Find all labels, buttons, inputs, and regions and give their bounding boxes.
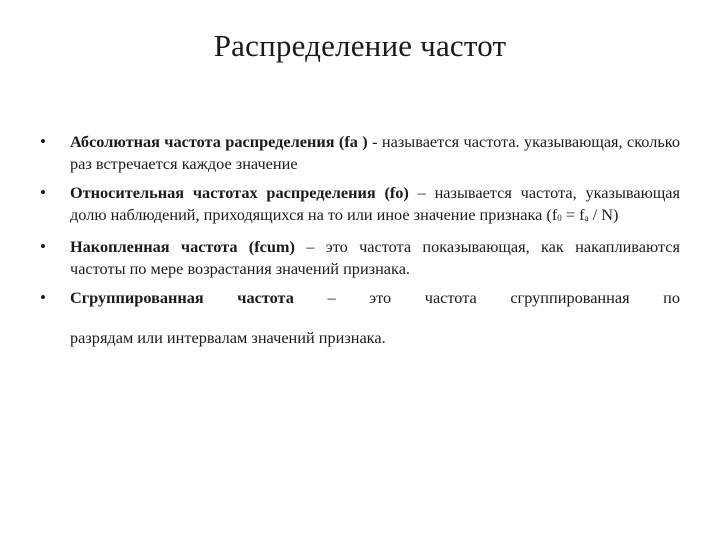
definition-cumulative-frequency: – это частота показывающая, как накапливаются частоты по мере возрастания значений признака.: [70, 237, 680, 278]
definition-relative-frequency: – называется частота, указывающая долю наблюдений, приходящихся на то или иное значение признака (f: [70, 183, 681, 224]
bullet-dot: •: [40, 132, 46, 151]
definition-grouped-frequency: – это частота сгруппированная по: [293, 288, 680, 307]
bullet-item-cumulative-frequency: [40, 236, 680, 280]
bullet-list: [40, 131, 680, 349]
slide-title: Распределение частот: [213, 28, 507, 63]
bullet-item-grouped-frequency: [40, 287, 680, 349]
subscript-a: a: [584, 213, 589, 223]
term-cumulative-frequency: Накопленная частота (fcum): [70, 237, 295, 256]
formula-middle: = f: [561, 205, 585, 224]
bullet-item-relative-frequency: [40, 182, 680, 229]
bullet-dot: •: [40, 237, 46, 256]
grouped-frequency-line-1: [70, 287, 680, 309]
term-relative-frequency: Относительная частотах распределения (fo): [70, 183, 409, 202]
term-grouped-frequency: Сгруппированная частота: [70, 288, 294, 307]
bullet-item-absolute-frequency: [40, 131, 680, 175]
subscript-zero: 0: [557, 213, 562, 223]
bullet-dot: •: [40, 183, 46, 202]
bullet-dot: •: [40, 288, 46, 307]
formula-end: / N): [588, 205, 619, 224]
term-absolute-frequency: Абсолютная частота распределения (fa ): [70, 132, 368, 151]
grouped-frequency-line-2: разрядам или интервалам значений признака.: [70, 328, 386, 347]
definition-absolute-frequency: - называется частота. указывающая, сколько раз встречается каждое значение: [70, 132, 680, 173]
